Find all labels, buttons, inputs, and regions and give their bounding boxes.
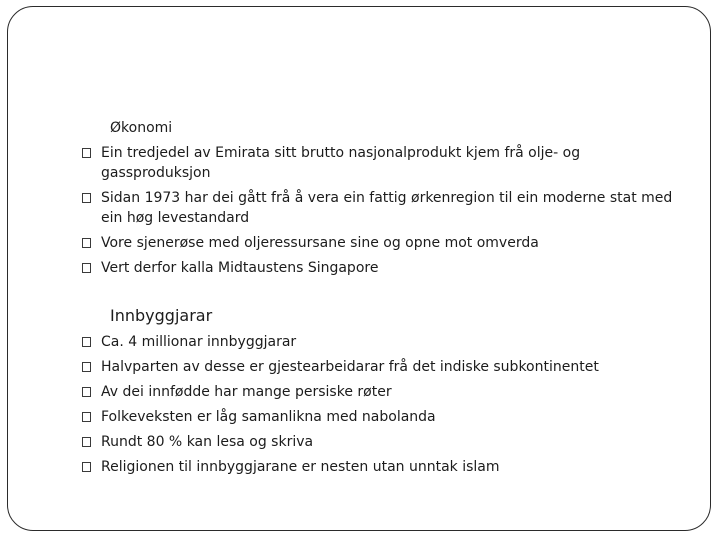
section-heading-innbyggjarar: Innbyggjarar	[110, 306, 213, 325]
list-item-text: Rundt 80 % kan lesa og skriva	[101, 434, 314, 450]
list-item	[80, 382, 680, 402]
list-item-text: Ein tredjedel av Emirata sitt brutto nasjonalprodukt kjem frå olje- og gassproduksjon	[101, 145, 581, 181]
section-heading-okonomi: Økonomi	[110, 120, 173, 136]
square-bullet-icon	[82, 412, 91, 422]
square-bullet-icon	[82, 238, 91, 248]
square-bullet-icon	[82, 387, 91, 397]
square-bullet-icon	[82, 437, 91, 447]
list-item-text: Halvparten av desse er gjestearbeidarar frå det indiske subkontinentet	[101, 359, 599, 375]
list-item	[80, 188, 680, 228]
square-bullet-icon	[82, 148, 91, 158]
list-item	[80, 233, 680, 253]
list-item-text: Religionen til innbyggjarane er nesten utan unntak islam	[101, 459, 500, 475]
square-bullet-icon	[82, 362, 91, 372]
square-bullet-icon	[82, 337, 91, 347]
list-item-text: Vore sjenerøse med oljeressursane sine og opne mot omverda	[101, 235, 539, 251]
bullet-list-okonomi	[80, 143, 680, 283]
list-item	[80, 258, 680, 278]
bullet-list-innbyggjarar	[80, 332, 680, 482]
list-item-text: Vert derfor kalla Midtaustens Singapore	[101, 260, 379, 276]
list-item	[80, 143, 680, 183]
list-item-text: Av dei innfødde har mange persiske røter	[101, 384, 392, 400]
list-item-text: Folkeveksten er låg samanlikna med nabolanda	[101, 409, 436, 425]
list-item	[80, 357, 680, 377]
square-bullet-icon	[82, 462, 91, 472]
list-item	[80, 332, 680, 352]
list-item	[80, 432, 680, 452]
square-bullet-icon	[82, 193, 91, 203]
list-item	[80, 457, 680, 477]
list-item-text: Ca. 4 millionar innbyggjarar	[101, 334, 297, 350]
list-item	[80, 407, 680, 427]
list-item-text: Sidan 1973 har dei gått frå å vera ein fattig ørkenregion til ein moderne stat med ein høg levestandard	[101, 190, 673, 226]
square-bullet-icon	[82, 263, 91, 273]
